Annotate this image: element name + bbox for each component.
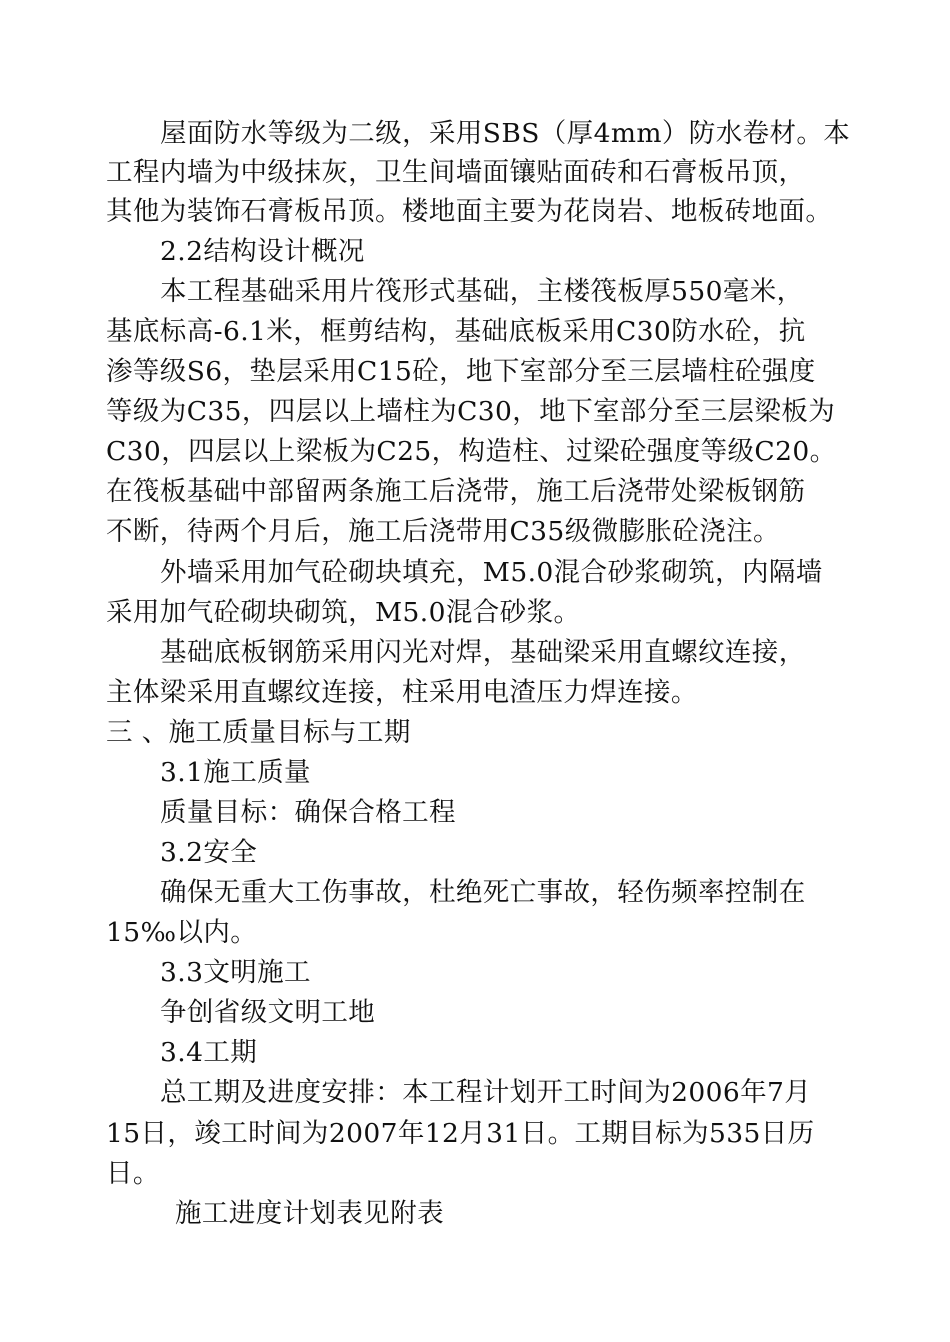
section-heading-3-4: 3.4工期 [160,1037,258,1068]
paragraph-exterior-wall-cont: 采用加气砼砌块砌筑，M5.0混合砂浆。 [106,597,581,628]
paragraph-foundation-cont-2: 渗等级S6，垫层采用C15砼，地下室部分至三层墙柱砼强度 [106,356,816,387]
paragraph-quality-target: 质量目标：确保合格工程 [160,797,456,828]
section-heading-3-2: 3.2安全 [160,837,258,868]
paragraph-foundation-cont-5: 在筏板基础中部留两条施工后浇带，施工后浇带处梁板钢筋 [106,476,806,507]
section-heading-3-3: 3.3文明施工 [160,957,311,988]
paragraph-civilized: 争创省级文明工地 [160,997,376,1028]
paragraph-schedule-cont-1: 15日，竣工时间为2007年12月31日。工期目标为535日历 [106,1118,815,1149]
paragraph-foundation-cont-3: 等级为C35，四层以上墙柱为C30，地下室部分至三层梁板为 [106,396,836,427]
paragraph-foundation-cont-6: 不断，待两个月后，施工后浇带用C35级微膨胀砼浇注。 [106,516,780,547]
paragraph-safety: 确保无重大工伤事故，杜绝死亡事故，轻伤频率控制在 [160,877,806,908]
paragraph-schedule: 总工期及进度安排：本工程计划开工时间为2006年7月 [160,1077,812,1108]
paragraph-foundation-cont-1: 基底标高-6.1米，框剪结构，基础底板采用C30防水砼，抗 [106,316,806,347]
paragraph-roofing-cont-1: 工程内墙为中级抹灰，卫生间墙面镶贴面砖和石膏板吊顶， [106,157,806,188]
paragraph-attachment-note: 施工进度计划表见附表 [175,1198,444,1229]
section-heading-3-1: 3.1施工质量 [160,757,311,788]
paragraph-foundation: 本工程基础采用片筏形式基础，主楼筏板厚550毫米， [160,276,804,307]
section-heading-2-2: 2.2结构设计概况 [160,236,365,267]
paragraph-roofing-cont-2: 其他为装饰石膏板吊顶。楼地面主要为花岗岩、地板砖地面。 [106,196,833,227]
paragraph-exterior-wall: 外墙采用加气砼砌块填充，M5.0混合砂浆砌筑，内隔墙 [160,557,823,588]
chapter-heading-3: 三 、施工质量目标与工期 [106,717,411,748]
paragraph-rebar: 基础底板钢筋采用闪光对焊，基础梁采用直螺纹连接， [160,637,806,668]
paragraph-roofing: 屋面防水等级为二级，采用SBS（厚4mm）防水卷材。本 [160,118,851,149]
paragraph-foundation-cont-4: C30，四层以上梁板为C25，构造柱、过梁砼强度等级C20。 [106,436,837,467]
paragraph-rebar-cont: 主体梁采用直螺纹连接，柱采用电渣压力焊连接。 [106,677,698,708]
paragraph-safety-cont: 15‰以内。 [106,917,258,948]
paragraph-schedule-cont-2: 日。 [106,1158,160,1189]
